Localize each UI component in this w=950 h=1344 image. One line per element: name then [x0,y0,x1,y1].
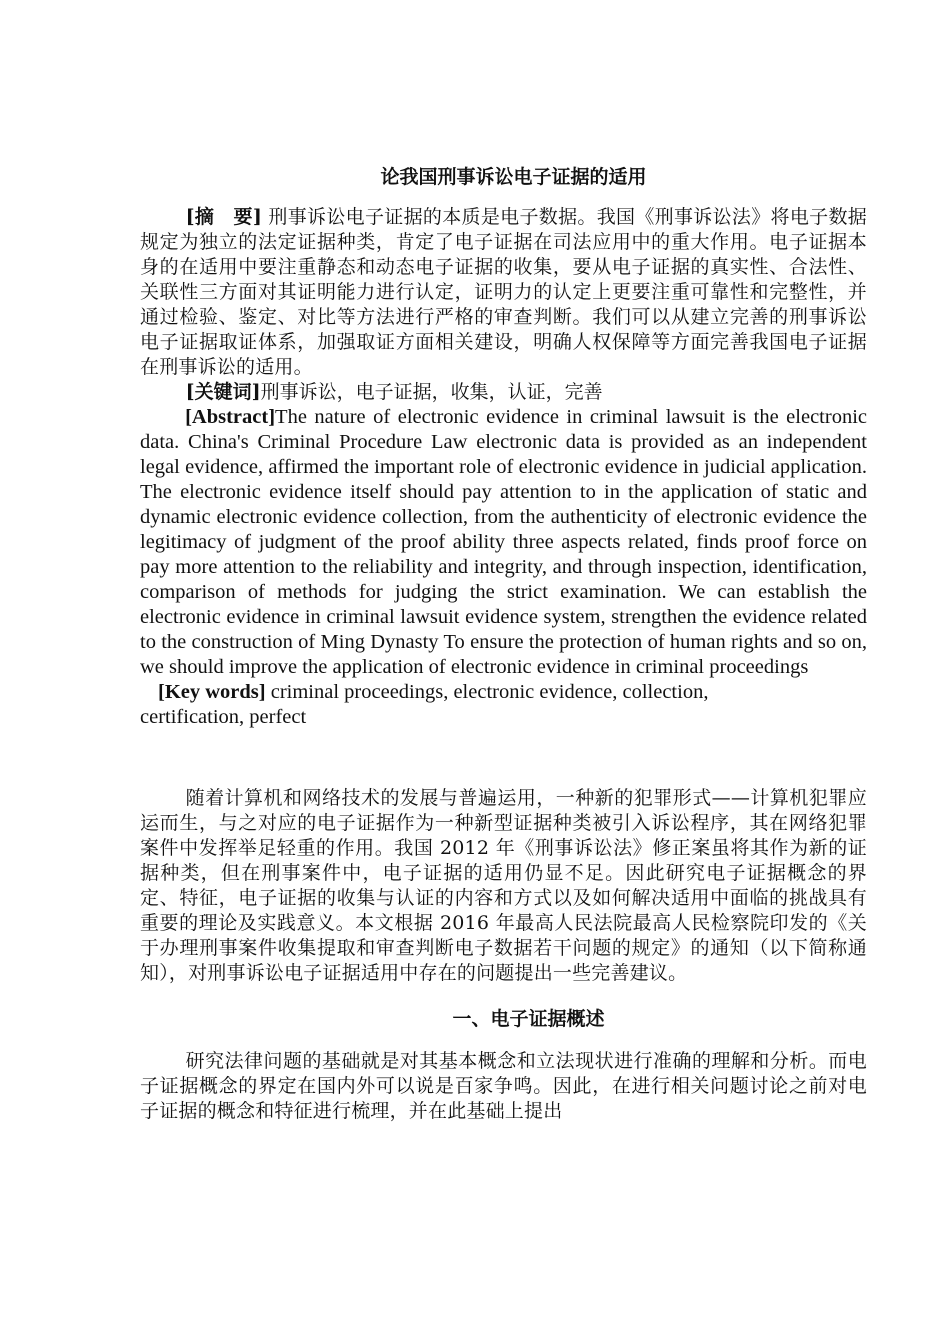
section-paragraph: 研究法律问题的基础就是对其基本概念和立法现状进行准确的理解和分析。而电子证据概念的界定在国内外可以说是百家争鸣。因此，在进行相关问题讨论之前对电子证据的概念和特征进行梳理，并在此基础上提出 [140,1050,867,1122]
section-heading: 一、电子证据概述 [452,1008,605,1030]
spacer [140,730,867,786]
document-title: 论我国刑事诉讼电子证据的适用 [380,166,647,188]
keywords-en-line2: certification, perfect [140,706,307,728]
document-page [140,150,867,1124]
abstract-cn [140,205,867,380]
keywords-cn [140,380,867,405]
keywords-en-label: [Key words] [158,681,266,703]
abstract-cn-label: [摘 要] [185,206,263,228]
keywords-cn-label: [关键词] [185,381,261,403]
keywords-cn-text: 刑事诉讼，电子证据，收集，认证，完善 [260,381,603,403]
abstract-en-label: [Abstract] [185,406,276,428]
abstract-en-text: The nature of electronic evidence in criminal lawsuit is the electronic data. China's Criminal Procedure Law electronic data is provided as an independent legal evidence, affirmed the important role of electronic evidence in judicial application. The electronic evidence itself should pay attention to in the application of static and dynamic electronic evidence collection, from the authenticity of electronic evidence the legitimacy of judgment of the proof ability three aspects related, finds proof force on pay more attention to the reliability and integrity, and through inspection, identification, comparison of methods for judging the strict examination. We can establish the electronic evidence in criminal lawsuit evidence system, strengthen the evidence related to the construction of Ming Dynasty To ensure the protection of human rights and so on, we should improve the application of electronic evidence in criminal proceedings [140,406,867,678]
abstract-en [140,405,867,680]
abstract-cn-text: 刑事诉讼电子证据的本质是电子数据。我国《刑事诉讼法》将电子数据规定为独立的法定证据种类，肯定了电子证据在司法应用中的重大作用。电子证据本身的在适用中要注重静态和动态电子证据的收集，要从电子证据的真实性、合法性、关联性三方面对其证明能力进行认定，证明力的认定上更要注重可靠性和完整性，并通过检验、鉴定、对比等方法进行严格的审查判断。我们可以从建立完善的刑事诉讼电子证据取证体系，加强取证方面相关建设，明确人权保障等方面完善我国电子证据在刑事诉讼的适用。 [140,206,867,378]
keywords-en [140,680,867,705]
intro-paragraph: 随着计算机和网络技术的发展与普遍运用，一种新的犯罪形式——计算机犯罪应运而生，与之对应的电子证据作为一种新型证据种类被引入诉讼程序，其在网络犯罪案件中发挥举足轻重的作用。我国 2012 年《刑事诉讼法》修正案虽将其作为新的证据种类，但在刑事案件中，电子证据的适用仍显不足。因此研究电子证据概念的界定、特征，电子证据的收集与认证的内容和方式以及如何解决适用中面临的挑战具有重要的理论及实践意义。本文根据 2016 年最高人民法院最高人民检察院印发的《关于办理刑事案件收集提取和审查判断电子数据若干问题的规定》的通知（以下简称通知），对刑事诉讼电子证据适用中存在的问题提出一些完善建议。 [140,787,867,984]
keywords-en-cont [140,705,867,730]
keywords-en-line1: criminal proceedings, electronic evidence, collection, [270,681,709,703]
